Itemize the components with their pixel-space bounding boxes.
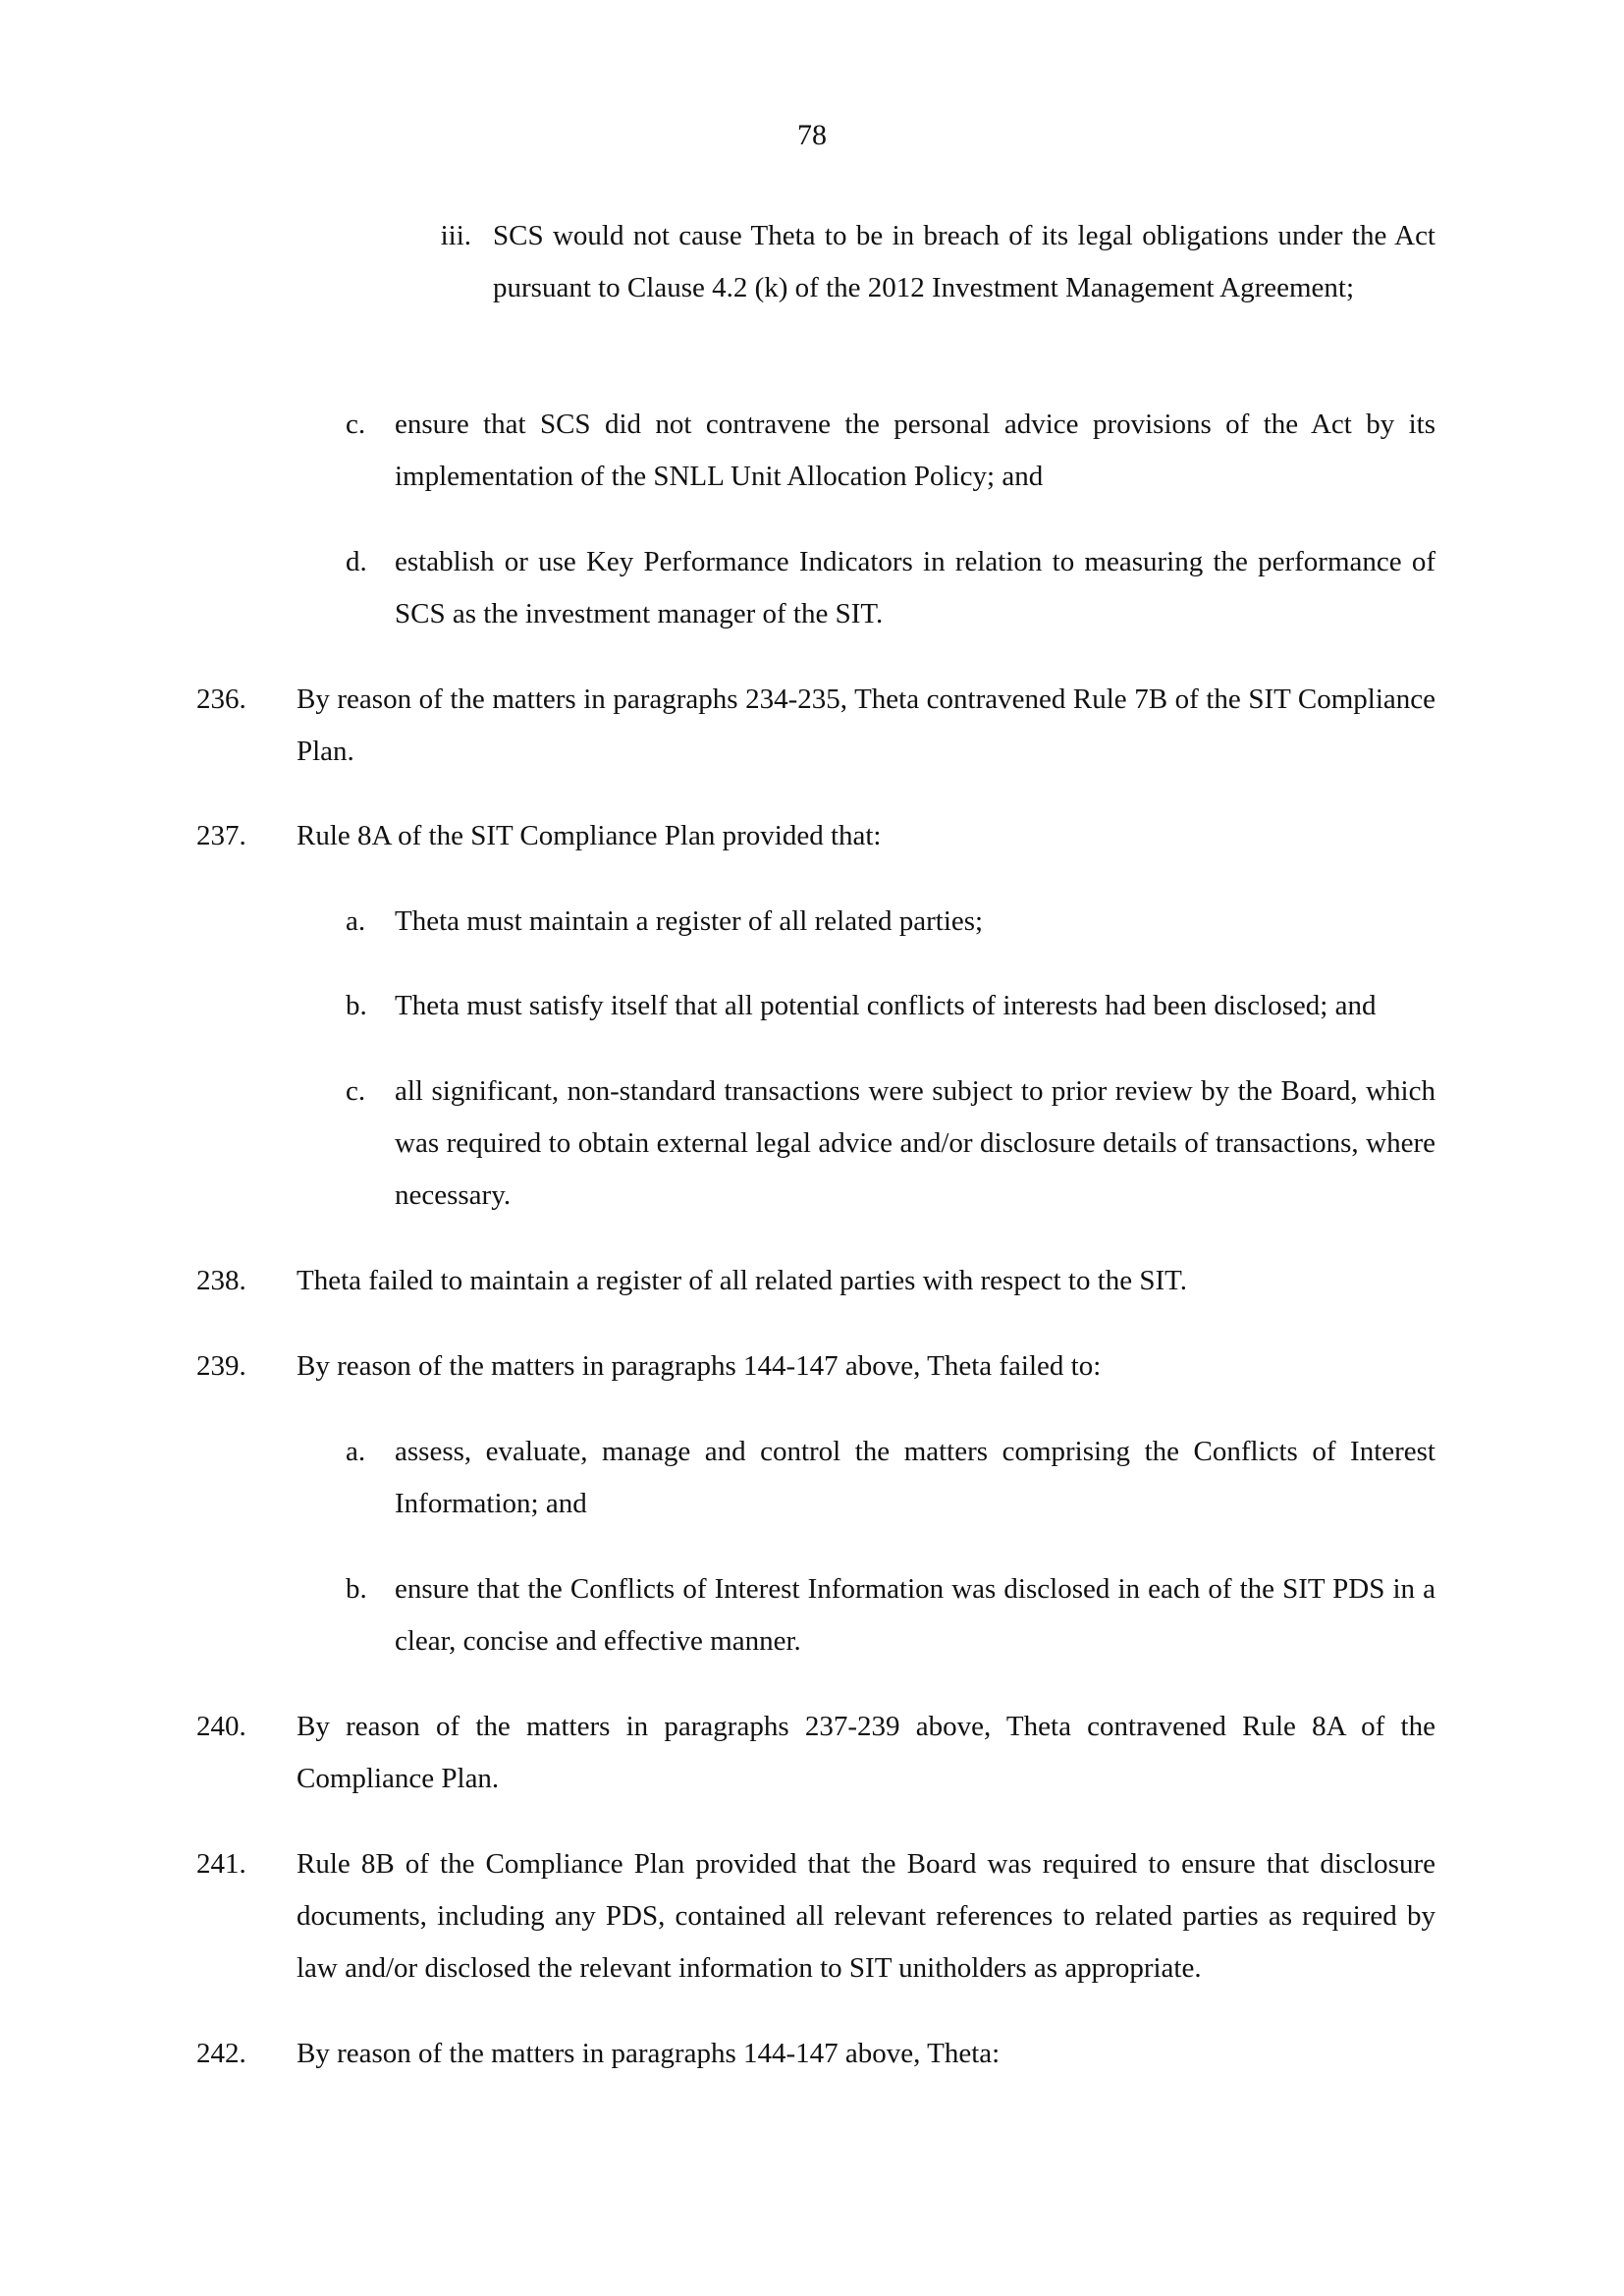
paragraph-number: 242. xyxy=(196,2038,246,2069)
paragraph-text: By reason of the matters in paragraphs 237-239 above, Theta contravened Rule 8A of the Compliance Plan. xyxy=(297,1711,1435,1794)
item-label: d. xyxy=(346,546,367,577)
item-text: Theta must satisfy itself that all potential conflicts of interests had been disclosed; and xyxy=(395,990,1377,1021)
item-text: Theta must maintain a register of all related parties; xyxy=(395,905,984,937)
paragraph-text: Theta failed to maintain a register of all related parties with respect to the SIT. xyxy=(297,1265,1187,1296)
item-label: c. xyxy=(346,409,366,440)
paragraph-text: By reason of the matters in paragraphs 144-147 above, Theta: xyxy=(297,2038,1001,2069)
item-text: assess, evaluate, manage and control the matters comprising the Conflicts of Interest Information; and xyxy=(395,1436,1435,1519)
item-label: b. xyxy=(346,1573,367,1605)
subitem-label: iii. xyxy=(440,220,471,251)
paragraph-number: 241. xyxy=(196,1848,246,1880)
paragraph-number: 236. xyxy=(196,683,246,715)
paragraph-number: 240. xyxy=(196,1711,246,1742)
item-text: all significant, non-standard transactions were subject to prior review by the Board, which was required to obtain external legal advice and/or disclosure details of transactions, where necessary. xyxy=(395,1075,1435,1211)
paragraph-text: By reason of the matters in paragraphs 234-235, Theta contravened Rule 7B of the SIT Compliance Plan. xyxy=(297,683,1435,767)
paragraph-number: 239. xyxy=(196,1350,246,1382)
paragraph-text: By reason of the matters in paragraphs 144-147 above, Theta failed to: xyxy=(297,1350,1102,1382)
subitem-text: SCS would not cause Theta to be in breach of its legal obligations under the Act pursuant to Clause 4.2 (k) of the 2012 Investment Management Agreement; xyxy=(493,220,1435,303)
item-label: c. xyxy=(346,1075,366,1107)
paragraph-text: Rule 8A of the SIT Compliance Plan provided that: xyxy=(297,820,882,851)
paragraph-text: Rule 8B of the Compliance Plan provided that the Board was required to ensure that disclosure documents, including any PDS, contained all relevant references to related parties as required by law and/or disclosed the relevant information to SIT unitholders as appropriate. xyxy=(297,1848,1435,1984)
paragraph-number: 238. xyxy=(196,1265,246,1296)
item-label: a. xyxy=(346,1436,366,1467)
paragraph-number: 237. xyxy=(196,820,246,851)
item-label: b. xyxy=(346,990,367,1021)
item-text: ensure that SCS did not contravene the personal advice provisions of the Act by its implementation of the SNLL Unit Allocation Policy; and xyxy=(395,409,1435,492)
item-text: establish or use Key Performance Indicators in relation to measuring the performance of SCS as the investment manager of the SIT. xyxy=(395,546,1435,629)
item-label: a. xyxy=(346,905,366,937)
item-text: ensure that the Conflicts of Interest Information was disclosed in each of the SIT PDS in a clear, concise and effective manner. xyxy=(395,1573,1435,1657)
page-number: 78 xyxy=(797,119,827,151)
